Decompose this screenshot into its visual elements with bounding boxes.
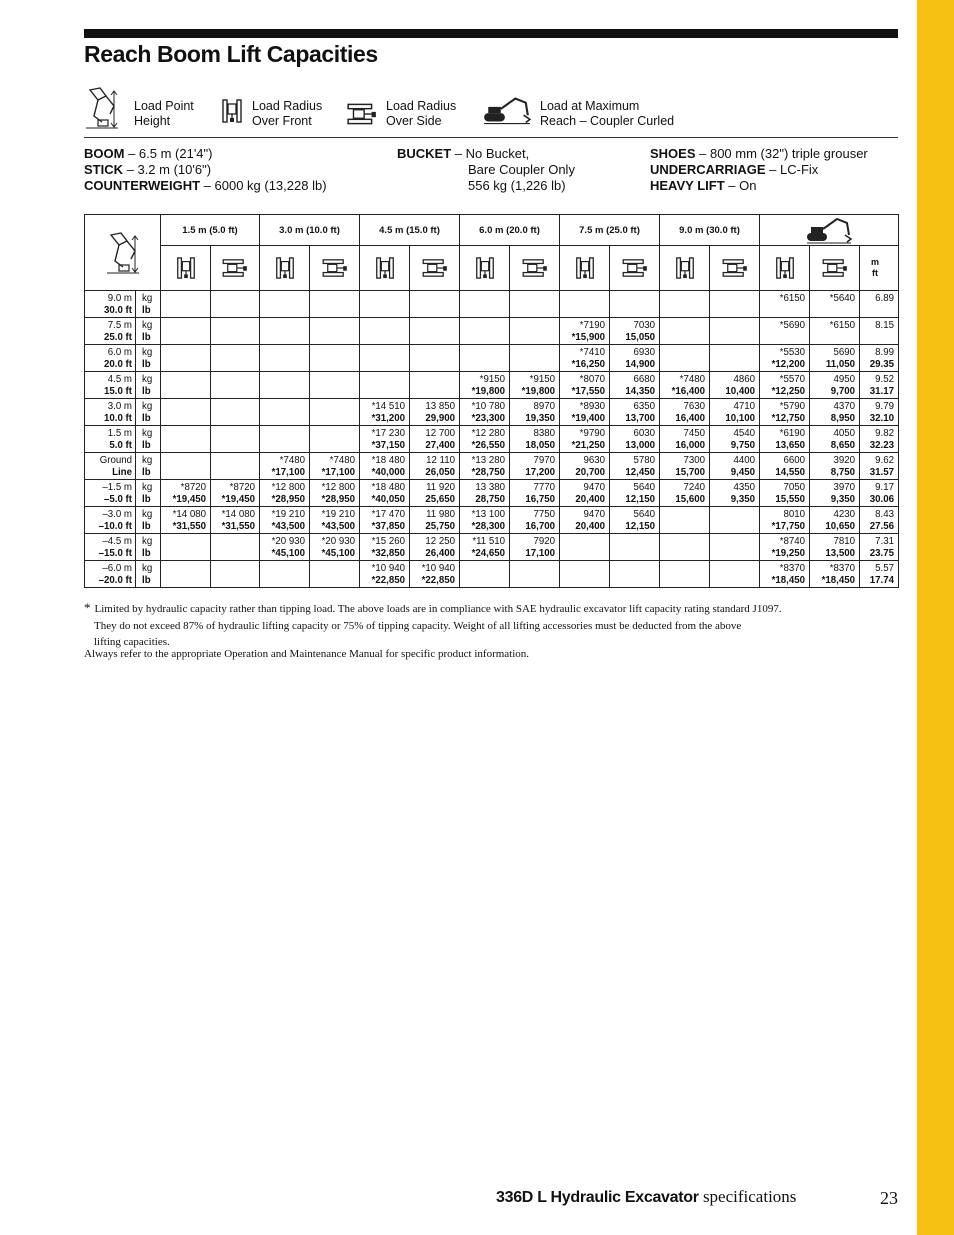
capacity-cell: 7750 16,700 [510,507,560,534]
capacity-cell [211,534,260,561]
load-radius-front-icon [574,255,596,281]
capacity-cell [660,561,710,588]
capacity-cell: *7410 *16,250 [560,345,610,372]
capacity-cell: 5640 12,150 [610,480,660,507]
capacity-cell [260,291,310,318]
capacity-cell [310,426,360,453]
capacity-cell: *10 780 *23,300 [460,399,510,426]
max-reach-cell: 5.57 17.74 [860,561,899,588]
capacity-cell: 6680 14,350 [610,372,660,399]
load-radius-front-icon [474,255,496,281]
capacity-cell [260,318,310,345]
capacity-cell: 9470 20,400 [560,480,610,507]
capacity-cell: 4540 9,750 [710,426,760,453]
capacity-cell: *6190 13,650 [760,426,810,453]
capacity-cell [211,372,260,399]
capacity-cell [510,318,560,345]
footnote: * Limited by hydraulic capacity rather than tipping load. The above loads are in compliance with SAE hydraulic excavator lift capacity rating standard J1097. They do not exceed 87% of hydraulic lifting capacity or 75% of tipping capacity. Weight of all lifting accessories must be deducted from the above lifting capacities. [84,600,782,648]
side-icon-cell [310,246,360,291]
max-reach-cell: 6.89 [860,291,899,318]
capacity-cell: *15 260 *32,850 [360,534,410,561]
top-rule [84,29,898,38]
page-title: Reach Boom Lift Capacities [84,41,378,67]
capacity-cell: *19 210 *43,500 [310,507,360,534]
lift-capacity-table [84,214,899,588]
capacity-cell [260,426,310,453]
capacity-cell [161,399,211,426]
load-radius-side-icon [321,258,349,278]
capacity-cell [410,318,460,345]
capacity-cell: *8740 *19,250 [760,534,810,561]
capacity-cell: 13 380 28,750 [460,480,510,507]
row-unit-label: kg lb [136,291,161,318]
max-reach-cell: 8.43 27.56 [860,507,899,534]
capacity-cell: 3970 9,350 [810,480,860,507]
front-icon-cell [360,246,410,291]
capacity-cell: *20 930 *45,100 [260,534,310,561]
capacity-cell: 3920 8,750 [810,453,860,480]
capacity-cell [510,345,560,372]
capacity-cell [260,372,310,399]
capacity-cell: 6030 13,000 [610,426,660,453]
max-reach-cell: 8.15 [860,318,899,345]
capacity-cell: 7300 15,700 [660,453,710,480]
capacity-cell: *8720 *19,450 [161,480,211,507]
capacity-cell [460,318,510,345]
col-header: 7.5 m (25.0 ft) [560,215,660,246]
table-row [85,399,899,426]
table-row [85,507,899,534]
capacity-cell [310,561,360,588]
capacity-cell: 12 250 26,400 [410,534,460,561]
capacity-cell [410,372,460,399]
capacity-cell [510,291,560,318]
capacity-cell [161,318,211,345]
capacity-cell: *12 280 *26,550 [460,426,510,453]
capacity-cell: *20 930 *45,100 [310,534,360,561]
load-radius-side-icon [521,258,549,278]
capacity-cell: *5530 *12,200 [760,345,810,372]
capacity-cell: 4400 9,450 [710,453,760,480]
capacity-cell: 7920 17,100 [510,534,560,561]
load-radius-front-icon [674,255,696,281]
capacity-cell [161,453,211,480]
capacity-cell: 4950 9,700 [810,372,860,399]
front-icon-cell [660,246,710,291]
capacity-cell: *10 940 *22,850 [410,561,460,588]
table-row [85,480,899,507]
capacity-cell: 7050 15,550 [760,480,810,507]
capacity-cell: *7480 *17,100 [310,453,360,480]
capacity-cell: *18 480 *40,050 [360,480,410,507]
capacity-cell [161,426,211,453]
capacity-cell [460,345,510,372]
table-corner [85,215,161,291]
capacity-cell: 4230 10,650 [810,507,860,534]
row-unit-label: kg lb [136,561,161,588]
max-reach-cell: 9.52 31.17 [860,372,899,399]
manual-note: Always refer to the appropriate Operation and Maintenance Manual for specific product information. [84,648,530,660]
capacity-cell [310,318,360,345]
table-row [85,534,899,561]
capacity-cell [161,291,211,318]
capacity-cell [410,345,460,372]
load-radius-side-icon [721,258,749,278]
page-number: 23 [880,1188,898,1208]
load-radius-side-icon [621,258,649,278]
capacity-cell: *6150 [810,318,860,345]
capacity-cell: *5790 *12,750 [760,399,810,426]
table-row [85,318,899,345]
capacity-cell: 7770 16,750 [510,480,560,507]
capacity-cell [710,318,760,345]
table-row [85,561,899,588]
capacity-cell: *11 510 *24,650 [460,534,510,561]
col-header: 4.5 m (15.0 ft) [360,215,460,246]
capacity-cell: 5690 11,050 [810,345,860,372]
col-header: 6.0 m (20.0 ft) [460,215,560,246]
row-unit-label: kg lb [136,399,161,426]
capacity-cell: 13 850 29,900 [410,399,460,426]
capacity-cell [211,318,260,345]
capacity-cell: *17 470 *37,850 [360,507,410,534]
capacity-cell [710,291,760,318]
load-radius-front-icon [374,255,396,281]
row-unit-label: kg lb [136,480,161,507]
capacity-cell: *12 800 *28,950 [310,480,360,507]
row-height-label: 7.5 m 25.0 ft [85,318,136,345]
capacity-cell [260,561,310,588]
capacity-cell: *8930 *19,400 [560,399,610,426]
load-point-height-icon [84,86,120,130]
front-icon-cell [460,246,510,291]
capacity-cell: 5640 12,150 [610,507,660,534]
capacity-cell [211,291,260,318]
row-height-label: 3.0 m 10.0 ft [85,399,136,426]
footer-title: 336D L Hydraulic Excavator specifications [496,1187,797,1206]
side-icon-cell [610,246,660,291]
front-icon-cell [161,246,211,291]
capacity-cell: *5640 [810,291,860,318]
capacity-cell [310,399,360,426]
capacity-cell [660,291,710,318]
capacity-cell: *8720 *19,450 [211,480,260,507]
capacity-cell [660,534,710,561]
capacity-cell: 6350 13,700 [610,399,660,426]
table-row [85,372,899,399]
table-row [85,345,899,372]
capacity-cell [161,534,211,561]
capacity-cell [211,453,260,480]
load-radius-front-icon [774,255,796,281]
legend [84,86,898,136]
capacity-cell: *13 100 *28,300 [460,507,510,534]
capacity-cell: *9150 *19,800 [460,372,510,399]
capacity-cell: *9150 *19,800 [510,372,560,399]
capacity-cell: *19 210 *43,500 [260,507,310,534]
capacity-cell [161,345,211,372]
capacity-cell: 5780 12,450 [610,453,660,480]
row-unit-label: kg lb [136,534,161,561]
capacity-cell: 7240 15,600 [660,480,710,507]
capacity-cell [510,561,560,588]
row-height-label: 9.0 m 30.0 ft [85,291,136,318]
load-radius-side-icon [221,258,249,278]
row-height-label: Ground Line [85,453,136,480]
capacity-cell: *5690 [760,318,810,345]
side-icon-cell [810,246,860,291]
capacity-cell: *18 480 *40,000 [360,453,410,480]
capacity-cell [211,561,260,588]
capacity-cell: *6150 [760,291,810,318]
max-reach-cell: 9.62 31.57 [860,453,899,480]
table-header-row [85,215,899,246]
capacity-cell [610,291,660,318]
capacity-cell [360,372,410,399]
capacity-cell [360,318,410,345]
capacity-cell [710,561,760,588]
front-icon-cell [560,246,610,291]
col-header: 9.0 m (30.0 ft) [660,215,760,246]
capacity-cell: 11 980 25,750 [410,507,460,534]
capacity-cell: *9790 *21,250 [560,426,610,453]
capacity-cell: *17 230 *37,150 [360,426,410,453]
side-icon-cell [510,246,560,291]
capacity-cell [460,561,510,588]
table-icon-row [85,246,899,291]
capacity-cell [660,507,710,534]
capacity-cell [710,345,760,372]
specs-undercarriage: SHOES – 800 mm (32") triple grouser UNDERCARRIAGE – LC-Fix HEAVY LIFT – On [650,146,868,193]
capacity-cell [260,399,310,426]
col-header: 1.5 m (5.0 ft) [161,215,260,246]
load-radius-side-icon [346,102,378,126]
specs-machine: BOOM – 6.5 m (21'4") STICK – 3.2 m (10'6") COUNTERWEIGHT – 6000 kg (13,228 lb) [84,146,327,193]
side-icon-cell [211,246,260,291]
capacity-cell [660,345,710,372]
capacity-cell [211,345,260,372]
capacity-cell [310,345,360,372]
legend-item-max-reach: Load at Maximum Reach – Coupler Curled [482,86,674,128]
capacity-cell: *5570 *12,250 [760,372,810,399]
row-height-label: 4.5 m 15.0 ft [85,372,136,399]
max-reach-header [760,215,899,246]
load-radius-front-icon [274,255,296,281]
capacity-cell: 4050 8,650 [810,426,860,453]
capacity-cell: *13 280 *28,750 [460,453,510,480]
load-point-height-icon [105,231,141,275]
capacity-cell: 7630 16,400 [660,399,710,426]
capacity-cell: 4370 8,950 [810,399,860,426]
max-reach-icon [804,215,854,245]
capacity-cell [710,534,760,561]
capacity-cell: 7450 16,000 [660,426,710,453]
capacity-cell [660,318,710,345]
table-row [85,426,899,453]
front-icon-cell [760,246,810,291]
page-edge-tab [917,0,954,1235]
row-unit-label: kg lb [136,453,161,480]
max-reach-icon [482,94,532,126]
side-icon-cell [410,246,460,291]
capacity-cell [211,426,260,453]
row-height-label: 1.5 m 5.0 ft [85,426,136,453]
col-header: 3.0 m (10.0 ft) [260,215,360,246]
capacity-cell: 8380 18,050 [510,426,560,453]
capacity-cell [560,561,610,588]
capacity-cell [410,291,460,318]
legend-item-load-radius-front: Load Radius Over Front [220,86,322,128]
capacity-cell [161,372,211,399]
capacity-cell: *10 940 *22,850 [360,561,410,588]
max-reach-cell: 8.99 29.35 [860,345,899,372]
capacity-cell: 12 700 27,400 [410,426,460,453]
capacity-cell: 4710 10,100 [710,399,760,426]
capacity-cell: *8070 *17,550 [560,372,610,399]
max-reach-cell: 9.82 32.23 [860,426,899,453]
table-row [85,291,899,318]
row-unit-label: kg lb [136,372,161,399]
specs-bucket: BUCKET – No Bucket, Bare Coupler Only 556 kg (1,226 lb) [397,146,575,193]
capacity-cell [610,561,660,588]
capacity-cell [710,507,760,534]
capacity-cell [310,372,360,399]
capacity-cell [560,534,610,561]
table-row [85,453,899,480]
capacity-cell: *14 510 *31,200 [360,399,410,426]
capacity-cell: 8970 19,350 [510,399,560,426]
capacity-cell [360,291,410,318]
capacity-cell: *12 800 *28,950 [260,480,310,507]
capacity-cell: 6600 14,550 [760,453,810,480]
row-height-label: –3.0 m –10.0 ft [85,507,136,534]
capacity-cell [560,291,610,318]
load-radius-side-icon [421,258,449,278]
capacity-cell: 9630 20,700 [560,453,610,480]
row-height-label: –4.5 m –15.0 ft [85,534,136,561]
row-height-label: –1.5 m –5.0 ft [85,480,136,507]
capacity-cell: *7480 *16,400 [660,372,710,399]
side-icon-cell [710,246,760,291]
legend-item-load-point-height: Load Point Height [84,86,194,130]
row-unit-label: kg lb [136,426,161,453]
capacity-cell [460,291,510,318]
capacity-cell: 7030 15,050 [610,318,660,345]
capacity-cell: 7810 13,500 [810,534,860,561]
legend-rule [84,137,898,138]
capacity-cell: 7970 17,200 [510,453,560,480]
capacity-cell: *8370 *18,450 [810,561,860,588]
capacity-cell: 6930 14,900 [610,345,660,372]
capacity-cell: *8370 *18,450 [760,561,810,588]
capacity-cell: *7480 *17,100 [260,453,310,480]
capacity-cell: 8010 *17,750 [760,507,810,534]
max-reach-cell: 9.17 30.06 [860,480,899,507]
capacity-cell [211,399,260,426]
load-radius-side-icon [821,258,849,278]
load-radius-front-icon [175,255,197,281]
row-unit-label: kg lb [136,507,161,534]
row-unit-label: kg lb [136,345,161,372]
capacity-cell [161,561,211,588]
capacity-cell [360,345,410,372]
capacity-cell: *7190 *15,900 [560,318,610,345]
capacity-cell [610,534,660,561]
capacity-cell: 11 920 25,650 [410,480,460,507]
capacity-cell [260,345,310,372]
row-height-label: –6.0 m –20.0 ft [85,561,136,588]
capacity-cell [310,291,360,318]
capacity-cell: 4860 10,400 [710,372,760,399]
capacity-cell: 12 110 26,050 [410,453,460,480]
row-height-label: 6.0 m 20.0 ft [85,345,136,372]
max-reach-cell: 9.79 32.10 [860,399,899,426]
load-radius-front-icon [220,96,244,126]
max-reach-cell: 7.31 23.75 [860,534,899,561]
capacity-cell: 4350 9,350 [710,480,760,507]
capacity-cell: *14 080 *31,550 [161,507,211,534]
front-icon-cell [260,246,310,291]
capacity-cell: 9470 20,400 [560,507,610,534]
capacity-cell: *14 080 *31,550 [211,507,260,534]
legend-item-load-radius-side: Load Radius Over Side [346,86,456,128]
reach-unit-cell: m ft [860,246,899,291]
row-unit-label: kg lb [136,318,161,345]
